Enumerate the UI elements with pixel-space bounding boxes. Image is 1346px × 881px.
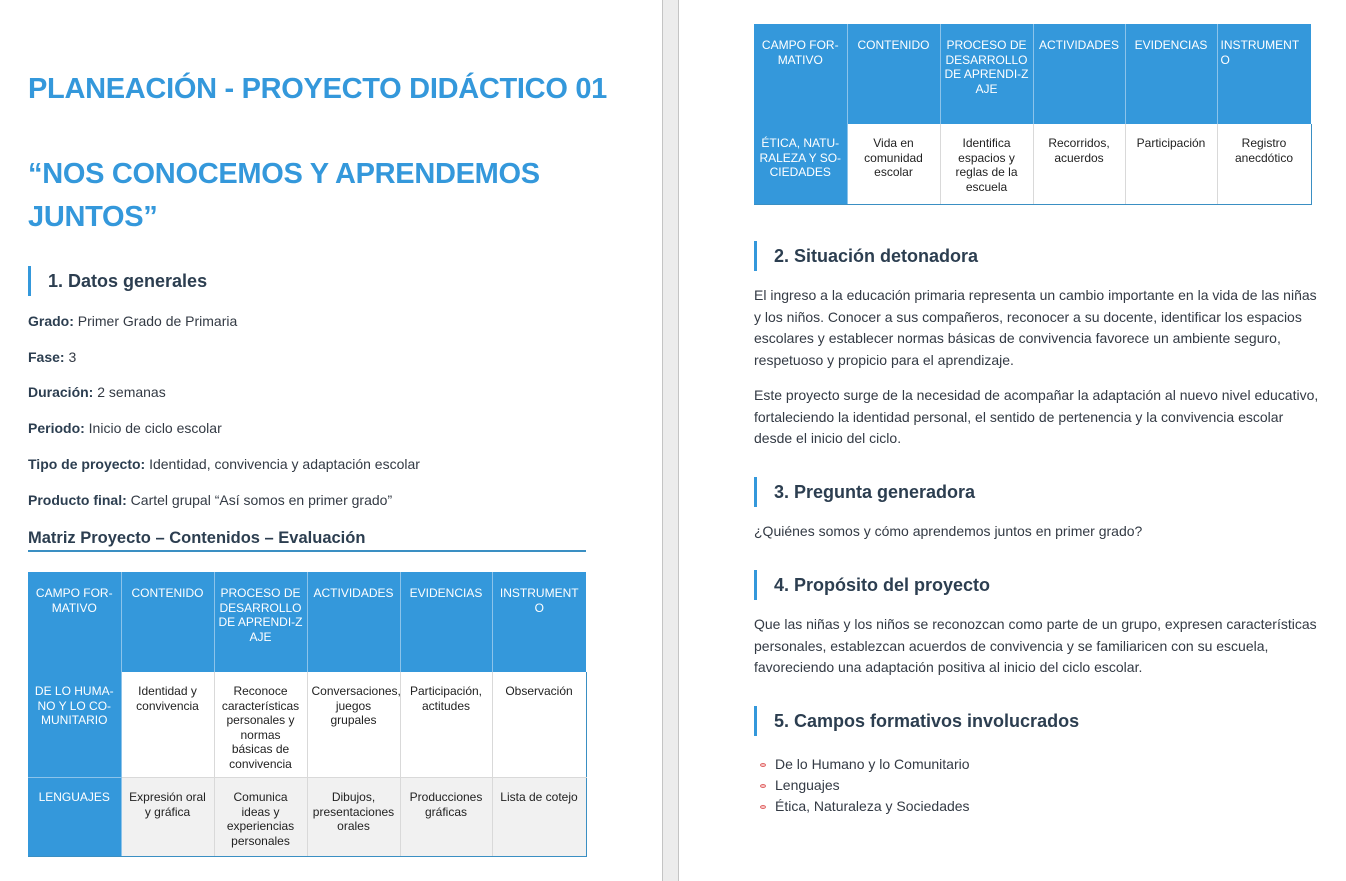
field-value: 2 semanas [93,384,166,400]
table-cell: Recorridos, acuerdos [1033,124,1125,204]
field-label: Producto final: [28,492,127,508]
bullet-icon [760,763,766,767]
paragraph-pregunta: ¿Quiénes somos y cómo aprendemos juntos en primer grado? [754,523,1143,539]
section-heading-situacion-detonadora: 2. Situación detonadora [754,241,978,271]
list-item-label: Lenguajes [775,777,840,793]
table-cell: Identidad y convivencia [121,672,214,778]
table-cell: Registro anecdótico [1217,124,1311,204]
bullet-icon [760,784,766,788]
field-value: Cartel grupal “Así somos en primer grado” [126,492,393,508]
list-item [754,796,970,817]
column-header-instrumento: INSTRUMENTO [492,572,586,672]
paragraph-situacion-1: El ingreso a la educación primaria representa un cambio importante en la vida de las niñas y los niños. Conocer a sus compañeros, reconocer a su docente, identificar los espacios escolares y establecer normas básicas de convivencia favorece un ambiente seguro, respetuoso y propicio para el aprendizaje. [754,287,1317,369]
table-cell: Participación [1125,124,1217,204]
field-grado [28,313,237,329]
table-cell: Comunica ideas y experiencias personales [214,778,307,857]
field-duracion [28,384,166,400]
section-heading-datos-generales: 1. Datos generales [28,266,207,296]
field-periodo [28,420,222,436]
table-cell: Observación [492,672,586,778]
column-header-actividades: ACTIVIDADES [307,572,400,672]
field-value: Inicio de ciclo escolar [84,420,222,436]
field-value: Primer Grado de Primaria [73,313,238,329]
list-item-label: Ética, Naturaleza y Sociedades [775,798,970,814]
table-row [28,672,586,778]
field-label: Fase: [28,349,65,365]
table-header-row [28,572,586,672]
matrix-table-continued [754,24,1312,205]
table-cell: Participación, actitudes [400,672,492,778]
table-cell: Conversaciones, juegos grupales [307,672,400,778]
paragraph-proposito: Que las niñas y los niños se reconozcan como parte de un grupo, expresen características personales, establezcan acuerdos de convivencia y se familiaricen con su escuela, favoreciendo una adaptación positiva al inicio del ciclo escolar. [754,616,1317,676]
table-cell: Producciones gráficas [400,778,492,857]
list-item [754,754,970,775]
table-cell: Reconoce características personales y normas básicas de convivencia [214,672,307,778]
field-label: Duración: [28,384,94,400]
field-value: Identidad, convivencia y adaptación escolar [145,456,420,472]
field-tipo-proyecto [28,456,420,472]
column-header-proceso: PROCESO DE DESARROLLO DE APRENDI-ZAJE [214,572,307,672]
project-name-title: “NOS CONOCEMOS Y APRENDEMOS JUNTOS” [28,158,540,233]
table-cell: Vida en comunidad escolar [847,124,940,204]
document-page-right [679,0,1346,881]
table-cell: Identifica espacios y reglas de la escuela [940,124,1033,204]
campos-list [754,754,970,817]
bullet-icon [760,805,766,809]
table-cell-campo: DE LO HUMA-NO Y LO CO-MUNITARIO [28,672,121,778]
section-heading-pregunta-generadora: 3. Pregunta generadora [754,477,975,507]
document-title: PLANEACIÓN - PROYECTO DIDÁCTICO 01 [28,73,607,105]
column-header-contenido: CONTENIDO [121,572,214,672]
page-gutter [662,0,679,881]
matrix-table [28,572,587,857]
table-header-row [754,24,1311,124]
column-header-campo: CAMPO FOR-MATIVO [28,572,121,672]
field-label: Grado: [28,313,74,329]
column-header-actividades: ACTIVIDADES [1033,24,1125,124]
field-label: Periodo: [28,420,85,436]
field-fase [28,349,76,365]
column-header-instrumento: INSTRUMENTO [1217,24,1311,124]
table-cell-campo: LENGUAJES [28,778,121,857]
table-cell: Expresión oral y gráfica [121,778,214,857]
section-heading-proposito: 4. Propósito del proyecto [754,570,990,600]
table-cell: Lista de cotejo [492,778,586,857]
field-value: 3 [64,349,77,365]
section-heading-campos-formativos: 5. Campos formativos involucrados [754,706,1079,736]
paragraph-situacion-2: Este proyecto surge de la necesidad de acompañar la adaptación al nuevo nivel educativo, fortaleciendo la identidad personal, el sentido de pertenencia y la convivencia escolar desde el inicio del ciclo. [754,387,1319,447]
table-cell: Dibujos, presentaciones orales [307,778,400,857]
list-item [754,775,970,796]
column-header-proceso: PROCESO DE DESARROLLO DE APRENDI-ZAJE [940,24,1033,124]
table-cell-campo: ÉTICA, NATU-RALEZA Y SO-CIEDADES [754,124,847,204]
column-header-contenido: CONTENIDO [847,24,940,124]
table-row [28,778,586,857]
list-item-label: De lo Humano y lo Comunitario [775,756,970,772]
column-header-evidencias: EVIDENCIAS [400,572,492,672]
column-header-evidencias: EVIDENCIAS [1125,24,1217,124]
field-label: Tipo de proyecto: [28,456,146,472]
document-page-left [0,0,662,881]
field-producto-final [28,492,392,508]
matrix-heading: Matriz Proyecto – Contenidos – Evaluación [28,529,586,552]
column-header-campo: CAMPO FOR-MATIVO [754,24,847,124]
table-row [754,124,1311,204]
